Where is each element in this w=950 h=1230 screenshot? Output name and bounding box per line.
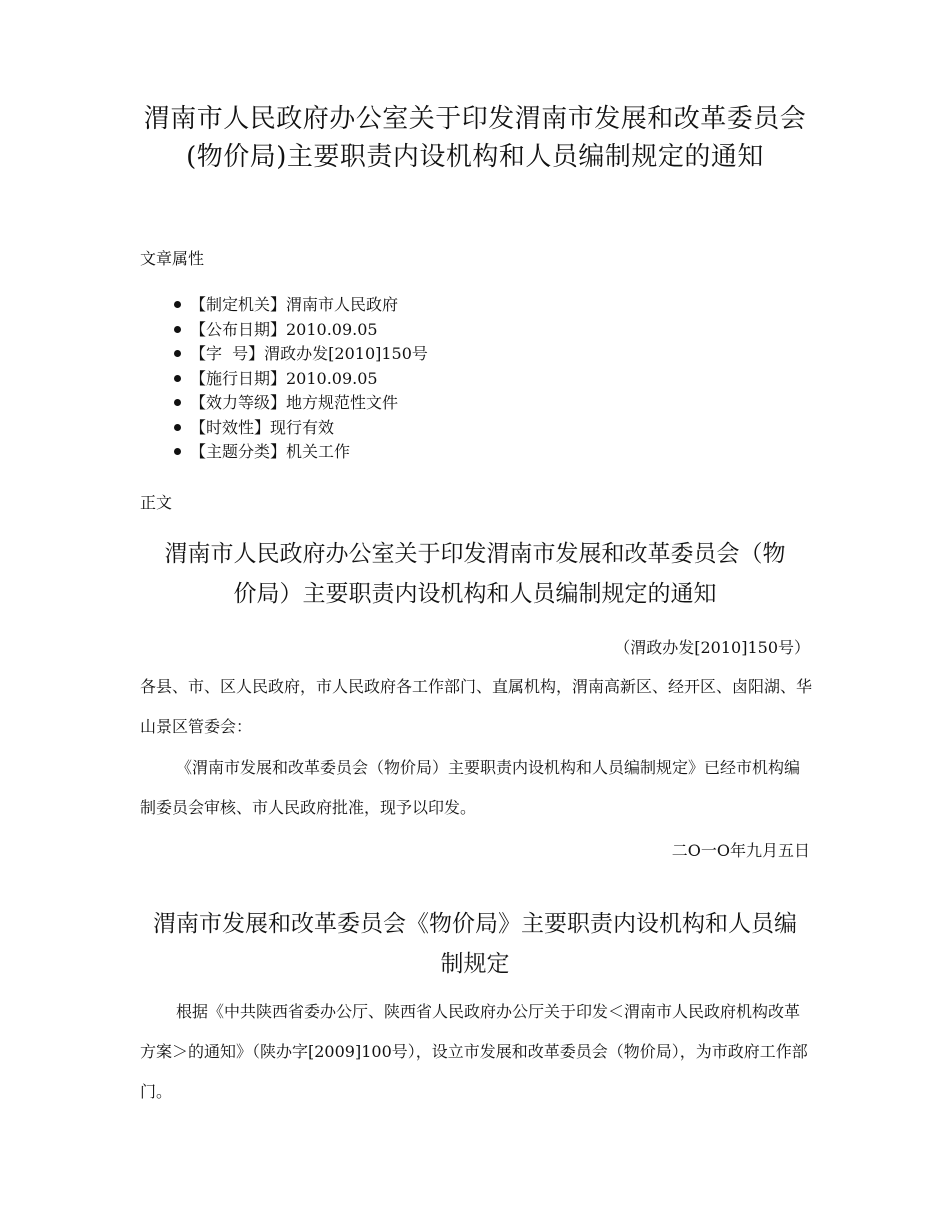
bullet-icon [174,448,181,455]
regulation-title: 渭南市发展和改革委员会《物价局》主要职责内设机构和人员编制规定 [153,911,797,977]
bullet-icon [174,399,181,406]
attribute-item: 【公布日期】2010.09.05 [176,318,428,343]
attribute-item: 【主题分类】机关工作 [176,440,428,465]
attribute-item: 【施行日期】2010.09.05 [176,367,428,392]
attribute-item: 【时效性】现行有效 [176,416,428,441]
attributes-label: 文章属性 [140,249,205,268]
notice-title: 渭南市人民政府办公室关于印发渭南市发展和改革委员会（物价局）主要职责内设机构和人员编制规定的通知 [164,541,786,607]
bullet-icon [174,301,181,308]
regulation-paragraph: 根据《中共陕西省委办公厅、陕西省人民政府办公厅关于印发＜渭南市人民政府机构改革方案＞的通知》（陕办字[2009]100号），设立市发展和改革委员会（物价局），为市政府工作部门。 [140,1002,808,1101]
bullet-icon [174,326,181,333]
bullet-icon [174,350,181,357]
bullet-icon [174,424,181,431]
attribute-item: 【效力等级】地方规范性文件 [176,391,428,416]
attribute-item: 【制定机关】渭南市人民政府 [176,293,428,318]
bullet-icon [174,375,181,382]
addressees: 各县、市、区人民政府，市人民政府各工作部门、直属机构，渭南高新区、经开区、卤阳湖、华山景区管委会： [140,677,813,736]
notice-body: 《渭南市发展和改革委员会（物价局）主要职责内设机构和人员编制规定》已经市机构编制委员会审核、市人民政府批准，现予以印发。 [140,758,801,817]
notice-date: 二O一O年九月五日 [671,841,810,860]
document-title: 渭南市人民政府办公室关于印发渭南市发展和改革委员会(物价局)主要职责内设机构和人员编制规定的通知 [143,104,807,172]
attributes-list [176,293,428,465]
body-label: 正文 [140,493,173,512]
attribute-item: 【字 号】渭政办发[2010]150号 [176,342,428,367]
notice-number: （渭政办发[2010]150号） [614,638,810,657]
